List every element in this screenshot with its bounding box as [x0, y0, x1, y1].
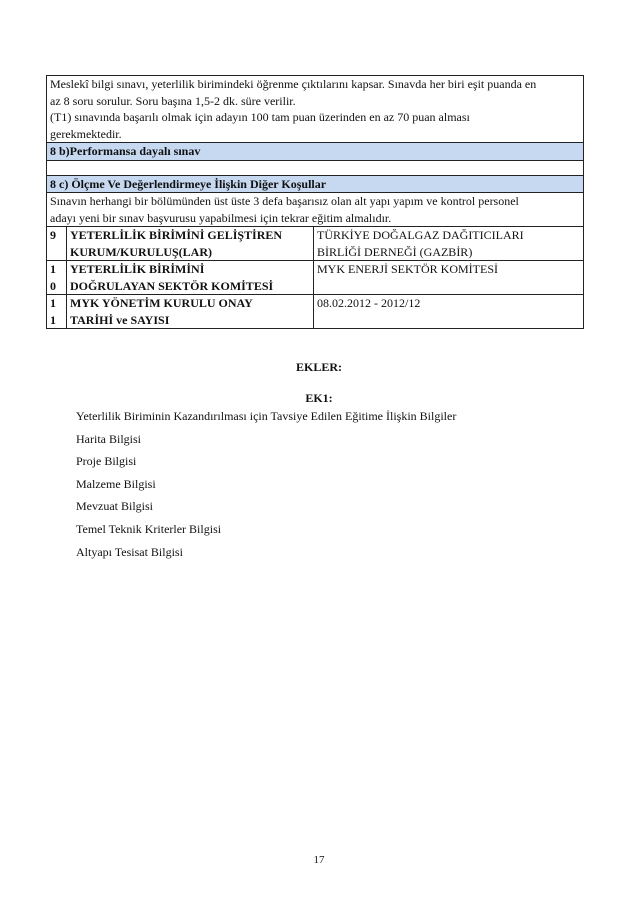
- table-row-10: [47, 261, 584, 295]
- row-label-line: KURUM/KURULUŞ(LAR): [70, 244, 212, 259]
- row-label: [67, 261, 314, 295]
- list-item: Malzeme Bilgisi: [76, 476, 156, 491]
- page-number: 17: [313, 854, 325, 866]
- empty-cell: [47, 160, 584, 175]
- section-8b-header-row: [47, 143, 584, 161]
- ek1-list: [76, 408, 456, 566]
- exam-description-line: Meslekî bilgi sınavı, yeterlilik birimindeki öğrenme çıktılarını kapsar. Sınavda her biri eşit puanda en: [50, 77, 537, 91]
- section-8c-header: 8 c) Ölçme Ve Değerlendirmeye İlişkin Diğer Koşullar: [47, 175, 584, 193]
- row-number-digit: 1: [50, 312, 56, 327]
- table-row-11: [47, 295, 584, 329]
- row-label-line: MYK YÖNETİM KURULU ONAY: [70, 296, 253, 310]
- table-row-9: [47, 227, 584, 261]
- row-label-line: DOĞRULAYAN SEKTÖR KOMİTESİ: [70, 278, 274, 293]
- row-value: [314, 295, 584, 329]
- row-label-line: TARİHİ ve SAYISI: [70, 312, 170, 327]
- exam-description-row: [47, 76, 584, 143]
- row-value: [314, 261, 584, 295]
- ekler-title: EKLER:: [295, 360, 342, 374]
- row-value-line: TÜRKİYE DOĞALGAZ DAĞITICILARI: [317, 228, 524, 242]
- row-label-line: YETERLİLİK BİRİMİNİ: [70, 262, 205, 276]
- list-item: Proje Bilgisi: [76, 454, 137, 469]
- section-8b-empty-row: [47, 160, 584, 175]
- section-8b-header: 8 b)Performansa dayalı sınav: [47, 143, 584, 161]
- row-label: [67, 295, 314, 329]
- section-8c-line: Sınavın herhangi bir bölümünden üst üste 3 defa başarısız olan alt yapı yapım ve kontrol personel: [50, 194, 519, 208]
- ek1-title: EK1:: [305, 391, 333, 405]
- row-value: [314, 227, 584, 261]
- row-number: [47, 227, 67, 261]
- row-number-digit: 1: [50, 262, 56, 276]
- list-item: Harita Bilgisi: [76, 431, 141, 446]
- exam-description-line: (T1) sınavında başarılı olmak için adayın 100 tam puan üzerinden en az 70 puan alması: [50, 110, 470, 124]
- assessment-table: [46, 75, 584, 329]
- row-value-line: 08.02.2012 - 2012/12: [317, 296, 421, 310]
- list-item: Altyapı Tesisat Bilgisi: [76, 544, 183, 559]
- list-item: Temel Teknik Kriterler Bilgisi: [76, 521, 222, 536]
- exam-description-line: gerekmektedir.: [50, 126, 122, 141]
- row-label-line: YETERLİLİK BİRİMİNİ GELİŞTİREN: [70, 228, 283, 242]
- row-value-line: MYK ENERJİ SEKTÖR KOMİTESİ: [317, 262, 498, 276]
- list-item: Yeterlilik Biriminin Kazandırılması için Tavsiye Edilen Eğitime İlişkin Bilgiler: [76, 409, 457, 423]
- section-8c-content: [47, 193, 584, 227]
- row-value-line: BİRLİĞİ DERNEĞİ (GAZBİR): [317, 244, 473, 259]
- row-number-digit: 9: [50, 228, 56, 242]
- exam-description-cell: [47, 76, 584, 143]
- section-8c-content-row: [47, 193, 584, 227]
- list-item: Mevzuat Bilgisi: [76, 499, 153, 514]
- section-8c-header-row: [47, 175, 584, 193]
- row-number-digit: 1: [50, 296, 56, 310]
- section-8c-line: adayı yeni bir sınav başvurusu yapabilmesi için tekrar eğitim almalıdır.: [50, 210, 392, 225]
- row-label: [67, 227, 314, 261]
- exam-description-line: az 8 soru sorulur. Soru başına 1,5-2 dk. süre verilir.: [50, 93, 296, 108]
- row-number: [47, 261, 67, 295]
- row-number: [47, 295, 67, 329]
- row-number-digit: 0: [50, 278, 56, 293]
